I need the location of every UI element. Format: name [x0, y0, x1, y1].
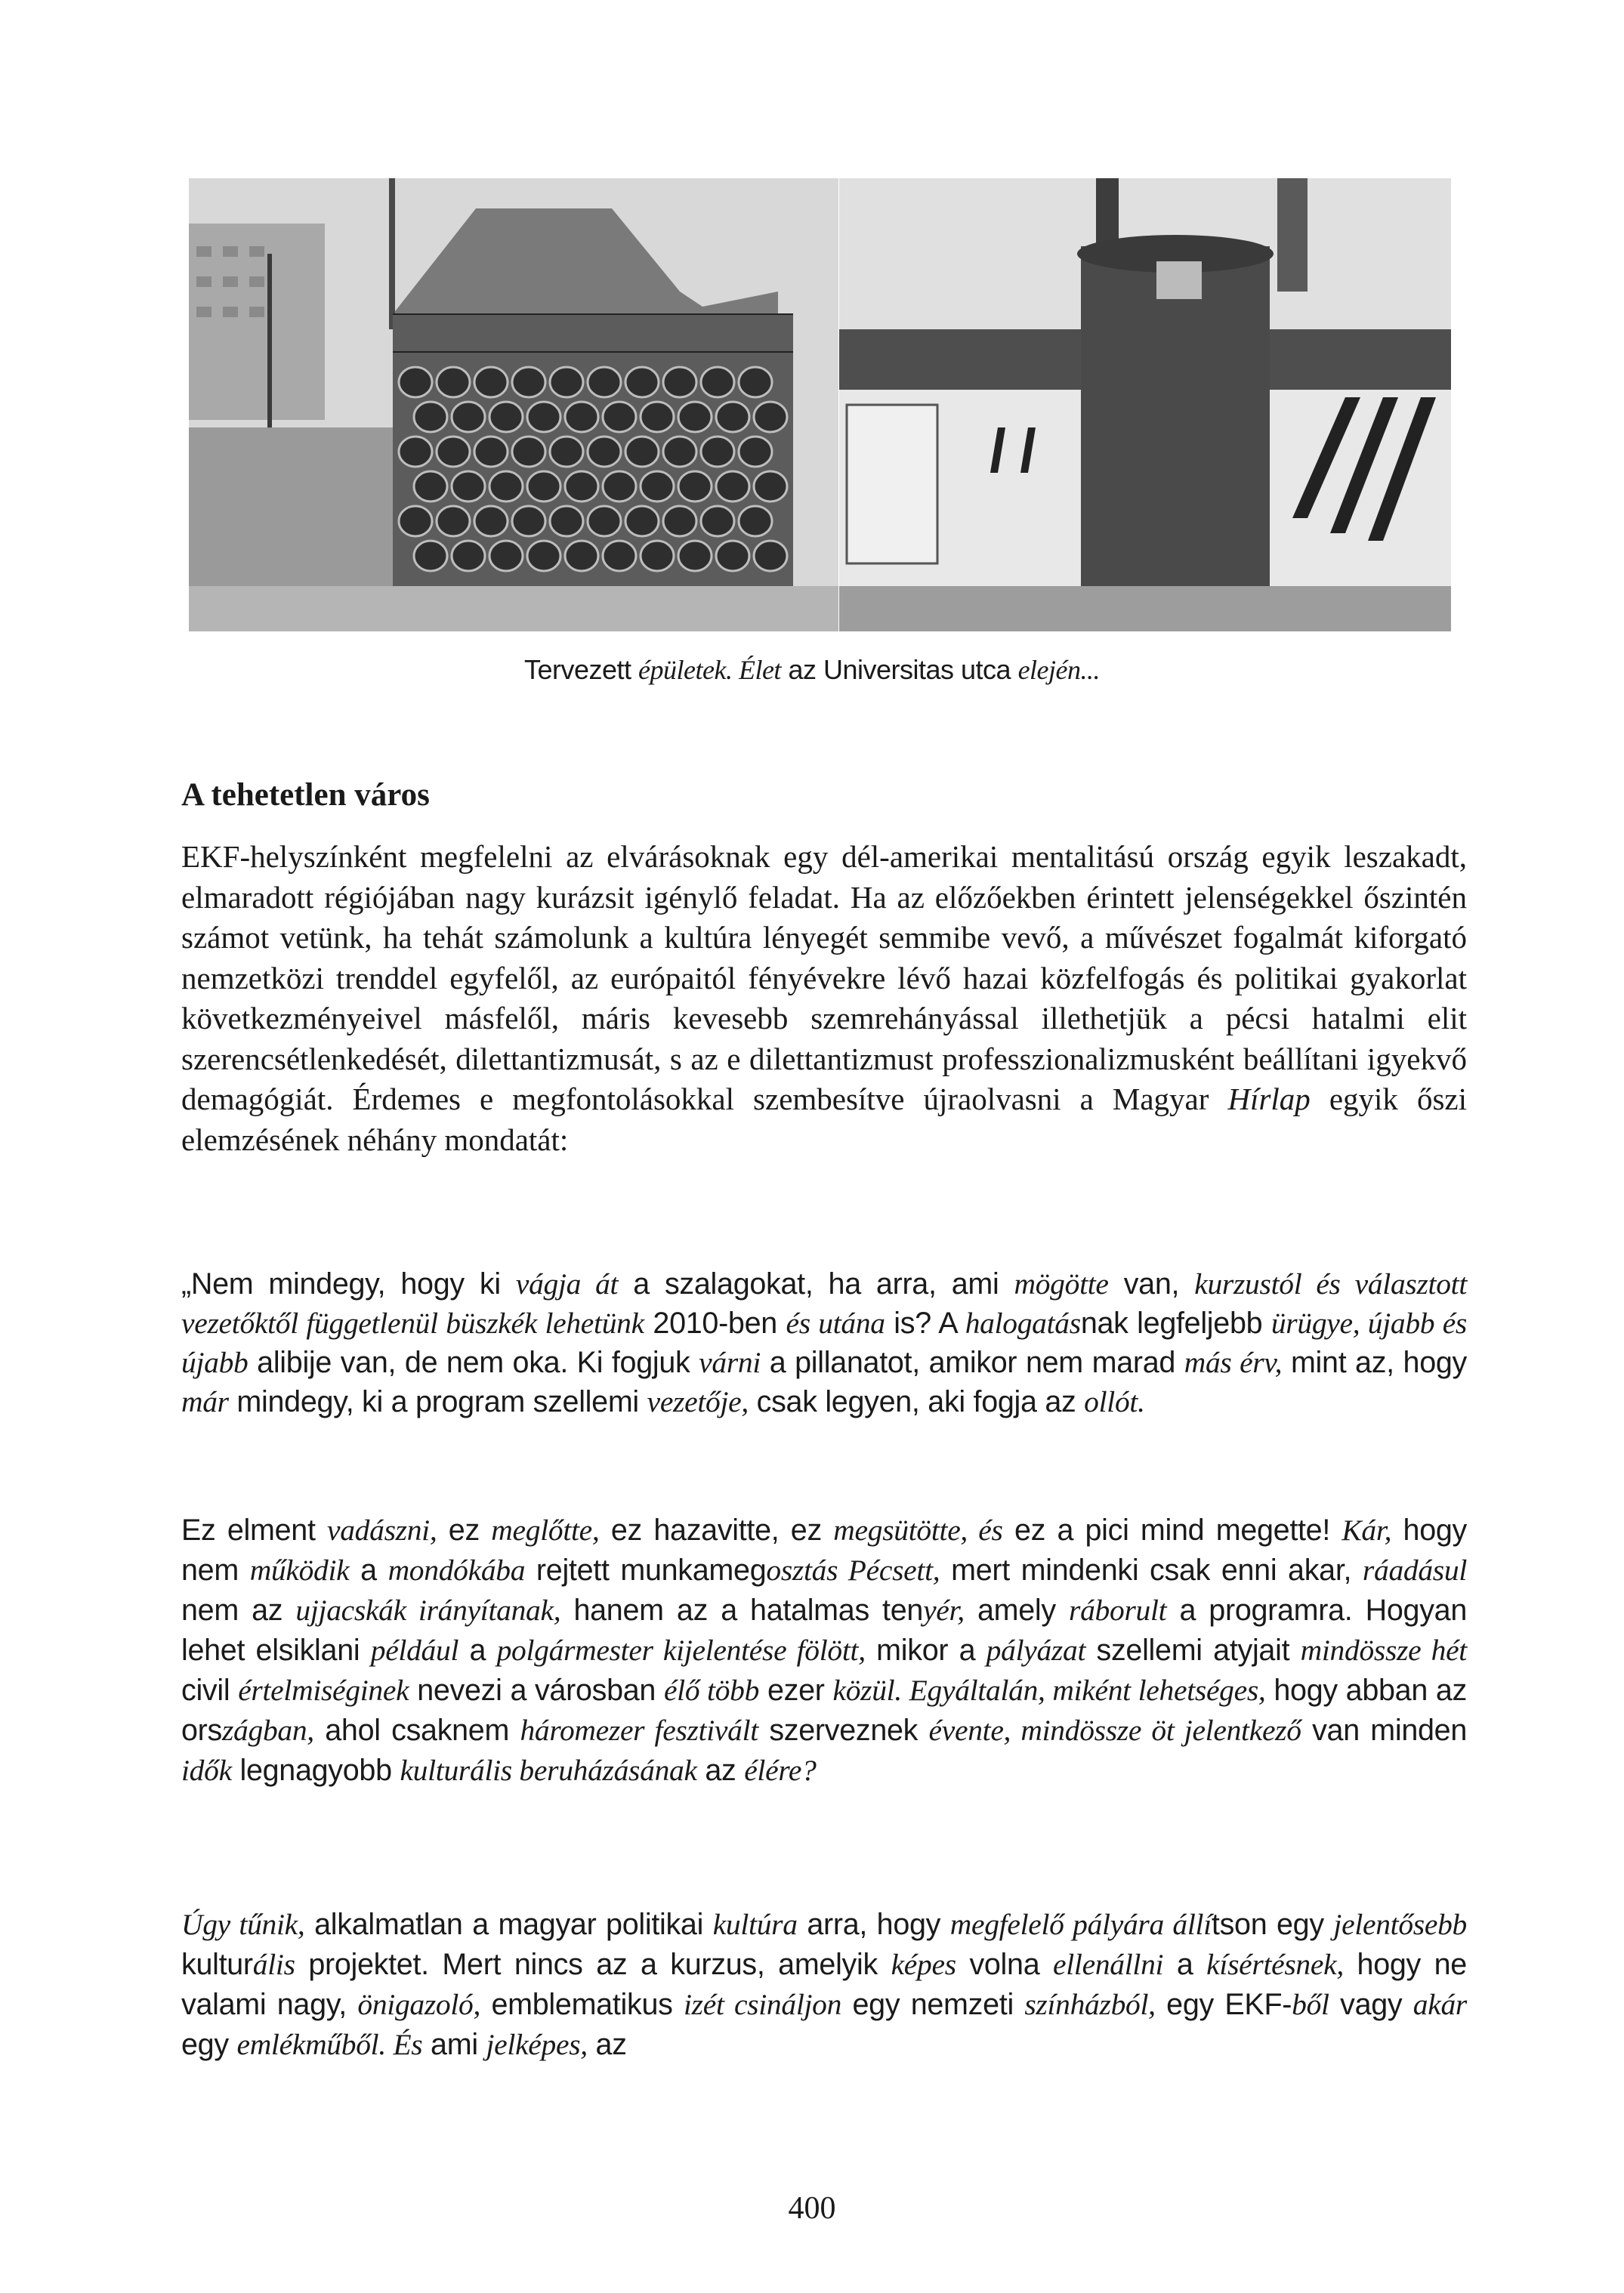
- text-run: az: [696, 1754, 745, 1787]
- text-run: a: [349, 1554, 388, 1587]
- text-run: nevezi a városban: [409, 1674, 664, 1707]
- text-run: szerveznek: [758, 1714, 929, 1747]
- text-run: ami: [422, 2028, 486, 2061]
- text-run: nak legfeljebb: [1080, 1307, 1271, 1340]
- italic-run: pályázat: [986, 1634, 1086, 1667]
- italic-run: kulturális beruházásának: [400, 1754, 697, 1787]
- text-run: emblematikus: [480, 1988, 684, 2021]
- text-run: ahol csaknem: [313, 1714, 520, 1747]
- text-run: egyik őszi elemzésének néhány mondatát:: [181, 1082, 1467, 1157]
- italic-run: jelentősebb: [1333, 1908, 1467, 1941]
- italic-run: zágban,: [221, 1714, 314, 1747]
- italic-run: halogatás: [965, 1307, 1081, 1340]
- text-run: a programra. Hogyan lehet elsiklani: [181, 1594, 1467, 1667]
- text-run: legnagyobb: [231, 1754, 400, 1787]
- italic-run: mindössze hét: [1300, 1634, 1467, 1667]
- italic-run: akár: [1413, 1988, 1467, 2021]
- text-run: egy: [181, 2028, 237, 2061]
- italic-run: yér,: [923, 1594, 965, 1627]
- text-run: egy EKF-: [1155, 1988, 1292, 2021]
- caption-part-d: elején...: [1017, 655, 1101, 685]
- quoted-paragraph: [181, 1264, 1467, 1421]
- text-run: ezer: [759, 1674, 833, 1707]
- page-number: 400: [788, 2191, 836, 2226]
- text-run: volna: [956, 1948, 1054, 1981]
- italic-run: ális: [252, 1948, 295, 1981]
- caption-part-c: az Universitas utca: [780, 654, 1018, 685]
- text-run: hogy nem: [181, 1514, 1467, 1587]
- italic-run: meglőtte,: [491, 1514, 600, 1547]
- italic-run: osztás Pécsett,: [766, 1554, 940, 1587]
- text-run: a: [1163, 1948, 1207, 1981]
- text-run: amely: [964, 1594, 1070, 1627]
- italic-run: ellenállni: [1053, 1948, 1164, 1981]
- italic-run: vezetője,: [647, 1385, 749, 1418]
- section-heading: A tehetetlen város: [181, 777, 430, 813]
- text-run: rejtett munkameg: [525, 1554, 767, 1587]
- italic-run: jelképes,: [486, 2028, 588, 2061]
- italic-run: élő több: [663, 1674, 760, 1707]
- text-run: ez hazavitte, ez: [599, 1514, 834, 1547]
- text-run: tson egy: [1211, 1908, 1334, 1941]
- italic-run: ujjacskák irányítanak,: [295, 1594, 561, 1627]
- text-run: az: [587, 2028, 627, 2061]
- photo-club-building: [839, 178, 1451, 631]
- italic-run: például: [370, 1634, 459, 1667]
- text-run: csak legyen, aki fogja az: [748, 1385, 1085, 1418]
- italic-run: izét csináljon: [683, 1988, 842, 2021]
- italic-run: működik: [249, 1554, 350, 1587]
- text-run: kultur: [181, 1948, 253, 1981]
- text-run: arra, hogy: [797, 1908, 950, 1941]
- text-run: ez a pici mind megette!: [1002, 1514, 1342, 1547]
- italic-run: várni: [699, 1346, 761, 1379]
- text-run: Ez elment: [181, 1514, 327, 1547]
- text-run: vagy: [1329, 1988, 1413, 2021]
- text-run: a szalagokat, ha arra, ami: [618, 1267, 1014, 1301]
- text-run: projektet. Mert nincs az a kurzus, amelyik: [295, 1948, 891, 1981]
- italic-run: Kár,: [1341, 1514, 1392, 1547]
- photo-caption: [0, 654, 1624, 686]
- text-run: hanem az a hatalmas ten: [560, 1594, 924, 1627]
- italic-run: kultúra: [712, 1908, 798, 1941]
- italic-run: ből: [1292, 1988, 1329, 2021]
- text-run: egy nemzeti: [841, 1988, 1025, 2021]
- italic-run: kurzustól és választott vezetőktől függetlenül büszkék lehetünk: [181, 1267, 1468, 1340]
- italic-run: vadászni,: [327, 1514, 437, 1547]
- italic-run: ráborult: [1069, 1594, 1167, 1627]
- text-run: mindegy, ki a program szellemi: [228, 1385, 647, 1418]
- body-paragraph-3: [181, 1511, 1467, 1791]
- text-run: 2010-ben: [644, 1307, 786, 1340]
- italic-run: élére?: [744, 1754, 817, 1787]
- body-paragraph-4: [181, 1905, 1467, 2065]
- italic-run: színházból,: [1024, 1988, 1156, 2021]
- italic-run: más érv,: [1184, 1346, 1283, 1379]
- italic-run: kísértésnek,: [1206, 1948, 1344, 1981]
- text-run: hogy abban az ors: [181, 1674, 1467, 1747]
- text-run: „Nem mindegy, hogy ki: [181, 1267, 516, 1301]
- text-run: hogy ne valami nagy,: [181, 1948, 1467, 2021]
- text-run: szellemi atyjait: [1085, 1634, 1301, 1667]
- italic-run: ürügye, újabb és újabb: [181, 1307, 1467, 1379]
- italic-run: polgármester kijelentése fölött,: [496, 1634, 866, 1667]
- italic-run: évente, mindössze öt jelentkező: [928, 1714, 1301, 1747]
- italic-run: önigazoló,: [357, 1988, 481, 2021]
- italic-run: mögötte: [1014, 1267, 1109, 1301]
- text-run: van,: [1108, 1267, 1195, 1301]
- text-run: is? A: [885, 1307, 965, 1340]
- italic-run: ráadásul: [1362, 1554, 1467, 1587]
- text-run: mint az, hogy: [1282, 1346, 1467, 1379]
- text-run: mikor a: [865, 1634, 986, 1667]
- text-run: ez: [437, 1514, 492, 1547]
- body-paragraph-1: [181, 837, 1467, 1160]
- text-run: alkalmatlan a magyar politikai: [304, 1908, 713, 1941]
- caption-part-b: épületek. Élet: [638, 655, 781, 685]
- italic-run: közül. Egyáltalán, miként lehetséges,: [832, 1674, 1266, 1707]
- italic-run: már: [181, 1385, 229, 1418]
- italic-run: emlékműből. És: [236, 2028, 423, 2061]
- italic-run: képes: [891, 1948, 956, 1981]
- caption-part-a: Tervezett: [523, 654, 639, 685]
- italic-run: megfelelő pályára állí: [949, 1908, 1212, 1941]
- text-run: nem az: [181, 1594, 296, 1627]
- text-run: alibije van, de nem oka. Ki fogjuk: [248, 1346, 699, 1379]
- text-run: mert mindenki csak enni akar,: [940, 1554, 1363, 1587]
- text-run: a: [458, 1634, 497, 1667]
- italic-run: ollót.: [1084, 1385, 1145, 1418]
- text-run: van minden: [1301, 1714, 1467, 1747]
- italic-run: idők: [181, 1754, 232, 1787]
- italic-run: mondókába: [387, 1554, 526, 1587]
- italic-run: Úgy tűnik,: [181, 1908, 305, 1941]
- italic-run: és utána: [786, 1307, 885, 1340]
- photo-tire-kiosk: [189, 178, 838, 631]
- italic-run: háromezer fesztivált: [520, 1714, 758, 1747]
- italic-run: Hírlap: [1227, 1082, 1311, 1116]
- text-run: a pillanatot, amikor nem marad: [761, 1346, 1184, 1379]
- italic-run: vágja át: [515, 1267, 619, 1301]
- italic-run: értelmiséginek: [238, 1674, 409, 1707]
- text-run: civil: [181, 1674, 239, 1707]
- italic-run: megsütötte, és: [833, 1514, 1003, 1547]
- text-run: EKF-helyszínként megfelelni az elvárásoknak egy dél-amerikai mentalitású ország egyik leszakadt, elmaradott régiójában nagy kurázsit igénylő feladat. Ha az előzőekben érintett jelenségekkel őszintén számot vetünk, ha tehát számolunk a kultúra lényegét semmibe vevő, a művészet fogalmát kiforgató nemzetközi trenddel egyfelől, az európaitól fényévekre lévő hazai közfelfogás és politikai gyakorlat következményeivel másfelől, máris kevesebb szemrehányással illethetjük a pécsi hatalmi elit szerencsétlenkedését, dilettantizmusát, s az e dilettantizmust professzionalizmusként beállítani igyekvő demagógiát. Érdemes e megfontolásokkal szembesítve újraolvasni a Magyar: [181, 839, 1467, 1116]
